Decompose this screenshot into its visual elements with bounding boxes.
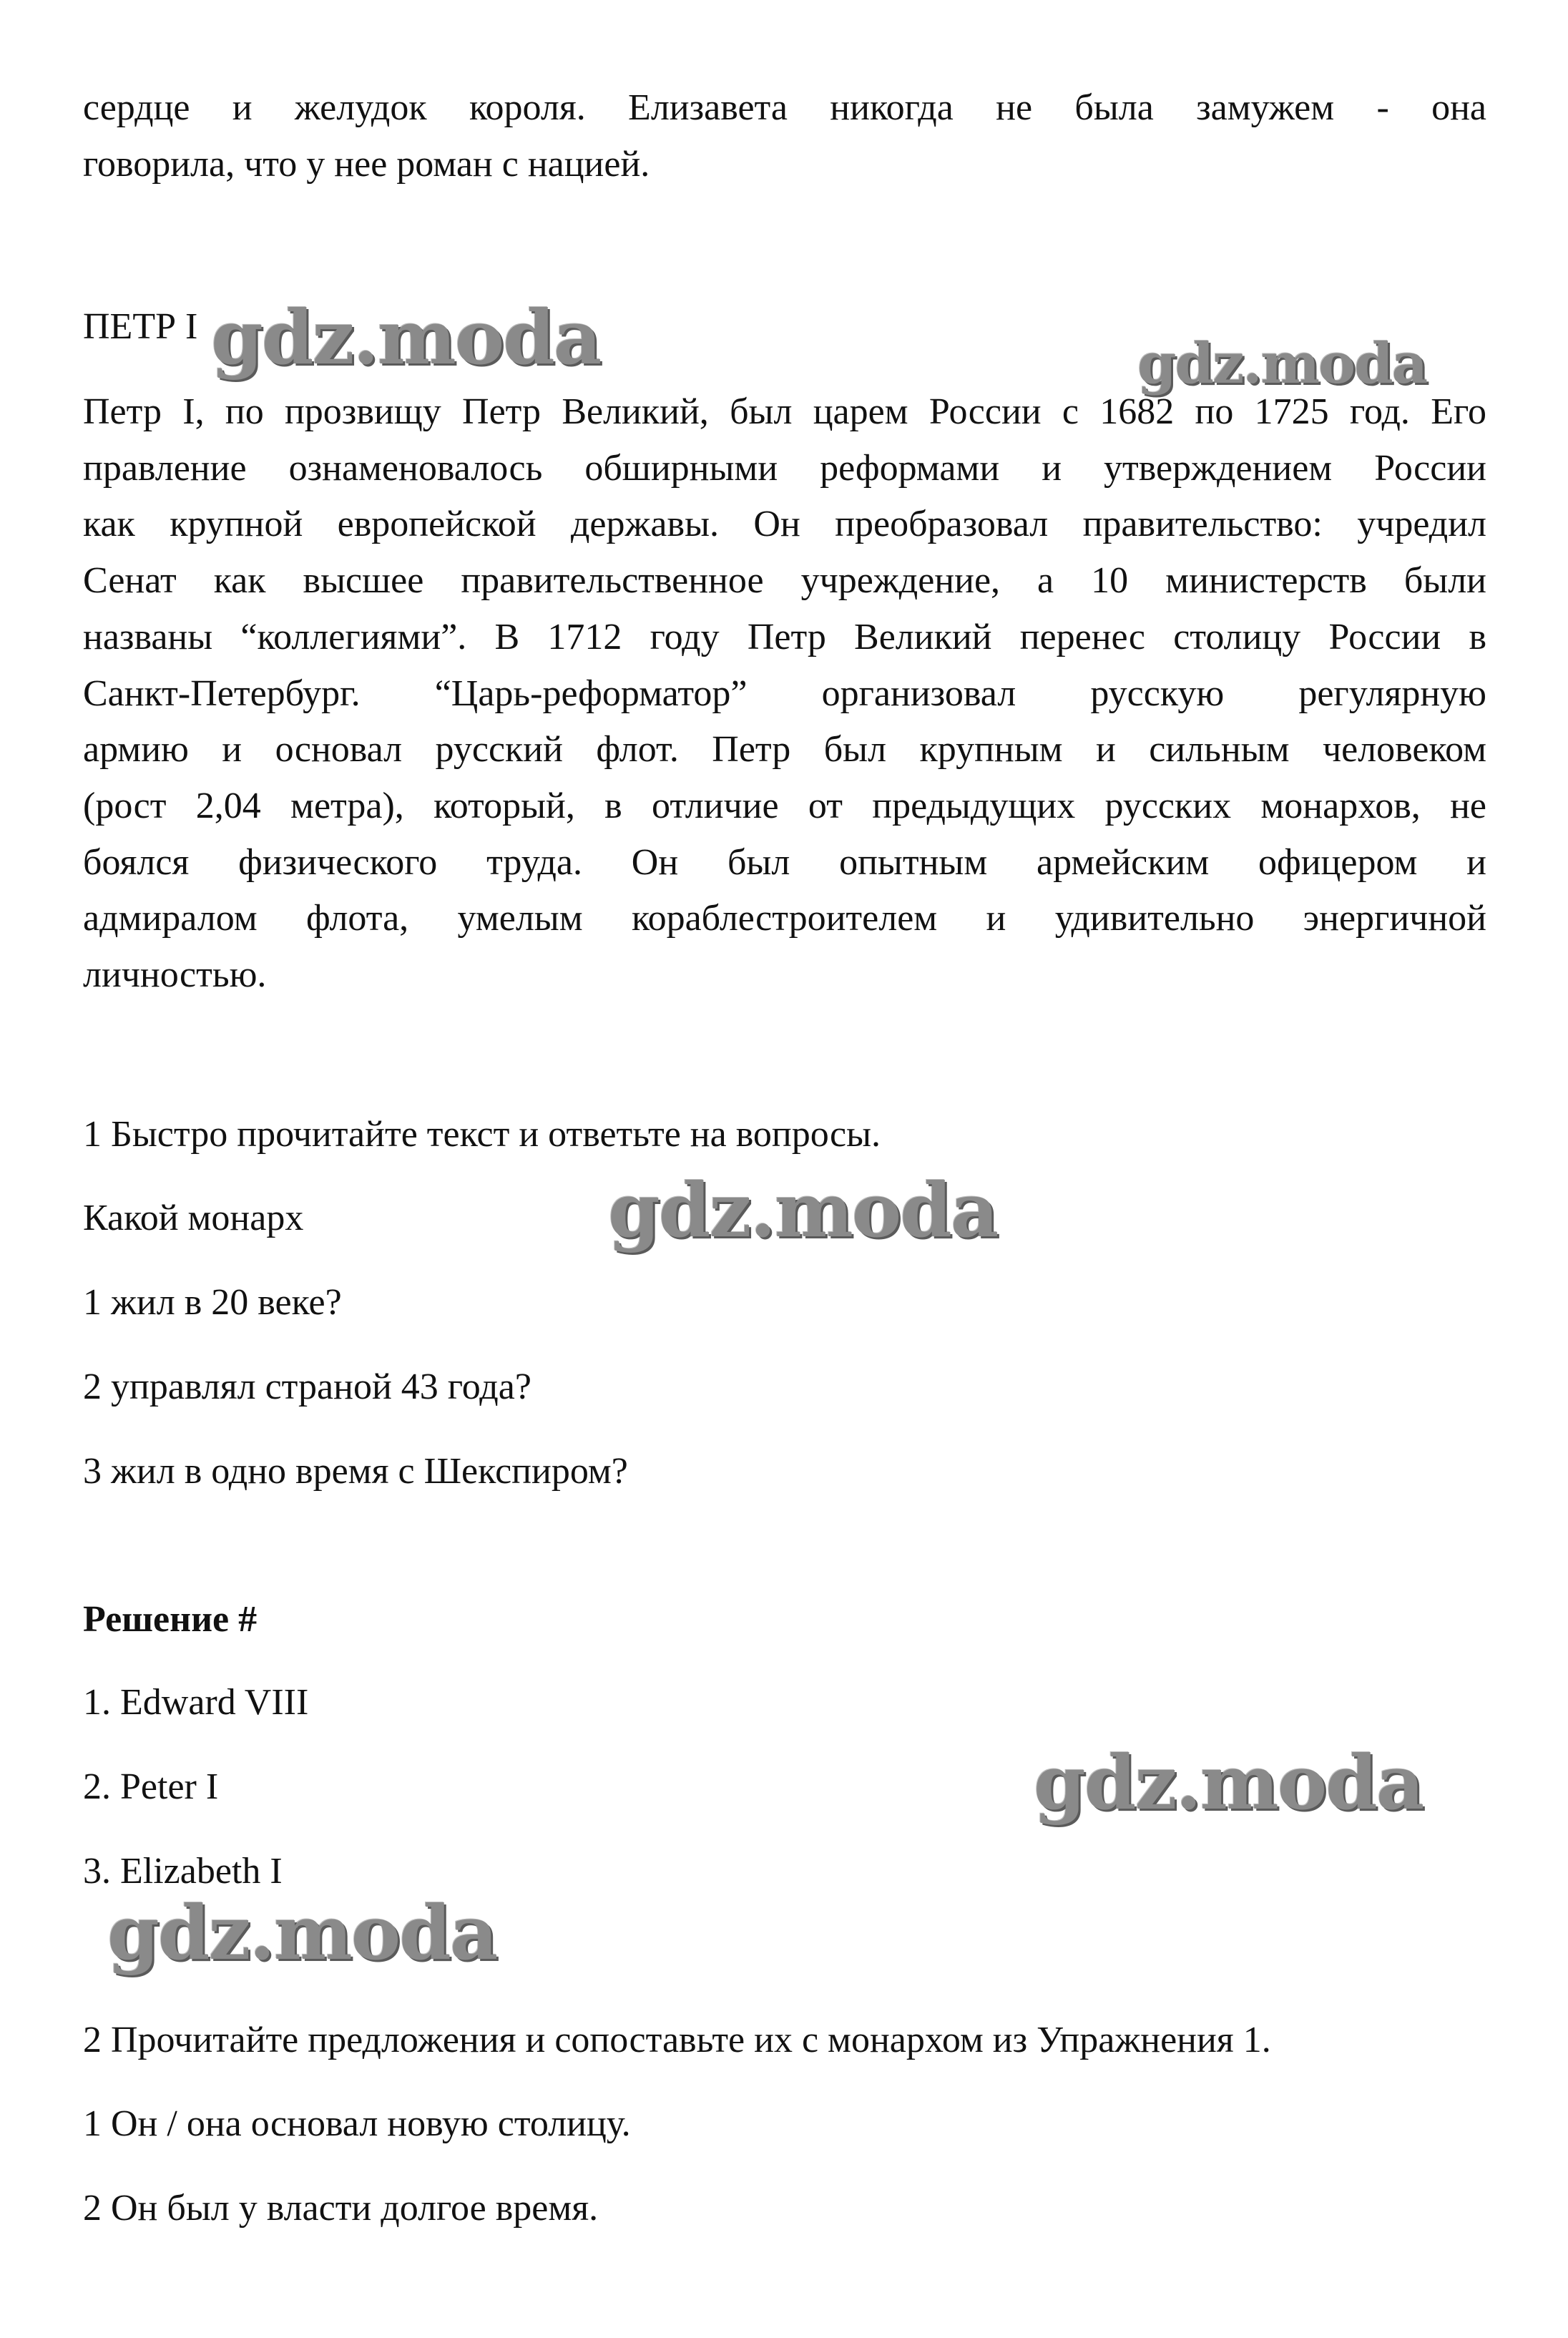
peter-line-8: (рост 2,04 метра), который, в отличие от предыдущих русских монархов, не	[83, 785, 1486, 826]
watermark-logo: gdz.moda	[211, 293, 601, 381]
peter-line-1: Петр I, по прозвищу Петр Великий, был царем России с 1682 по 1725 год. Его	[83, 391, 1486, 432]
watermark-logo: gdz.moda	[107, 1889, 497, 1977]
intro-line-1: сердце и желудок короля. Елизавета никогда не была замужем - она	[83, 87, 1486, 128]
solution-heading: Решение #	[83, 1599, 258, 1640]
intro-paragraph	[83, 80, 1486, 192]
peter-line-10: адмиралом флота, умелым кораблестроителем и удивительно энергичной	[83, 898, 1486, 939]
solution-answer-3: 3. Elizabeth I	[83, 1851, 283, 1892]
peter-paragraph	[83, 384, 1486, 1004]
peter-line-7: армию и основал русский флот. Петр был крупным и сильным человеком	[83, 729, 1486, 771]
peter-line-3: как крупной европейской державы. Он преобразовал правительство: учредил	[83, 504, 1486, 545]
section-heading-peter: ПЕТР I	[83, 306, 198, 347]
exercise2-item-1: 1 Он / она основал новую столицу.	[83, 2103, 631, 2144]
watermark-logo: gdz.moda	[1137, 331, 1427, 396]
peter-line-6: Санкт-Петербург. “Царь-реформатор” организовал русскую регулярную	[83, 672, 1486, 714]
peter-line-9: боялся физического труда. Он был опытным армейским офицером и	[83, 841, 1486, 883]
watermark-logo: gdz.moda	[608, 1166, 998, 1254]
watermark-logo: gdz.moda	[1034, 1738, 1424, 1826]
solution-answer-2: 2. Peter I	[83, 1766, 219, 1807]
exercise1-question-2: 2 управлял страной 43 года?	[83, 1366, 531, 1407]
exercise1-question-1: 1 жил в 20 веке?	[83, 1282, 342, 1323]
intro-line-2: говорила, что у нее роман с нацией.	[83, 143, 650, 185]
exercise2-item-2: 2 Он был у власти долгое время.	[83, 2188, 599, 2229]
exercise1-question-3: 3 жил в одно время с Шекспиром?	[83, 1451, 628, 1492]
exercise2-instruction: 2 Прочитайте предложения и сопоставьте их с монархом из Упражнения 1.	[83, 2020, 1271, 2060]
exercise1-prompt: Какой монарх	[83, 1198, 304, 1238]
exercise1-instruction: 1 Быстро прочитайте текст и ответьте на вопросы.	[83, 1114, 881, 1155]
peter-line-5: названы “коллегиями”. В 1712 году Петр Великий перенес столицу России в	[83, 616, 1486, 657]
peter-line-2: правление ознаменовалось обширными реформами и утверждением России	[83, 447, 1486, 489]
peter-line-4: Сенат как высшее правительственное учреждение, а 10 министерств были	[83, 560, 1486, 602]
peter-line-11: личностью.	[83, 954, 267, 996]
solution-answer-1: 1. Edward VIII	[83, 1682, 309, 1723]
